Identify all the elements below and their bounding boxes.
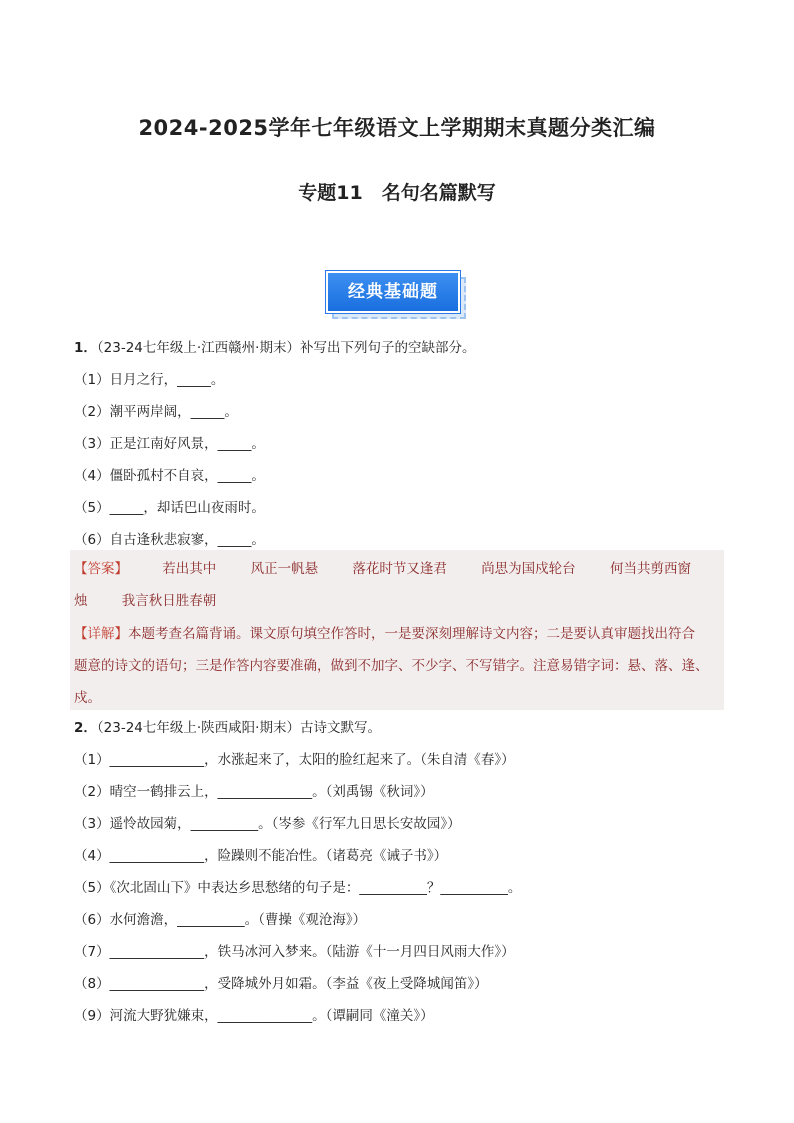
answer-label: 【答案】 [74,561,128,577]
question-1-item: （4）僵卧孤村不自哀，_____。 [74,468,265,484]
answer-panel [70,550,724,710]
answer-item: 何当共剪西窗 [609,561,691,577]
document-title: 2024-2025学年七年级语文上学期期末真题分类汇编 [138,116,656,140]
question-2-item: （5）《次北固山下》中表达乡思愁绪的句子是：__________？__________。 [74,880,522,896]
question-1-stem [74,336,475,356]
question-1-item: （3）正是江南好风景，_____。 [74,436,265,452]
answer-item: 我言秋日胜春朝 [121,593,217,609]
detail-line-1 [74,622,695,642]
section-badge [326,271,468,321]
badge-label: 经典基础题 [326,271,460,313]
answer-item: 若出其中 [162,561,217,577]
question-1-item: （2）潮平两岸阔，_____。 [74,404,238,420]
topic-subtitle: 专题11 名句名篇默写 [298,182,496,204]
question-1-item: （1）日月之行，_____。 [74,372,225,388]
question-2-item: （9）河流大野犹嫌束，______________。（谭嗣同《潼关》） [74,1008,434,1024]
question-2-text: （23-24七年级上·陕西咸阳·期末）古诗文默写。 [96,720,381,736]
question-2-item: （2）晴空一鹤排云上，______________。（刘禹锡《秋词》） [74,784,434,800]
answer-item: 尚思为国戍轮台 [481,561,576,577]
question-1-item: （5）_____，却话巴山夜雨时。 [74,500,265,516]
answer-item: 烛 [74,593,88,609]
detail-line-2: 题意的诗文的语句；三是作答内容要准确，做到不加字、不少字、不写错字。注意易错字词：悬、落、逢、 [74,658,709,674]
question-2-item: （8）______________，受降城外月如霜。（李益《夜上受降城闻笛》） [74,976,488,992]
question-2-item: （1）______________，水涨起来了，太阳的脸红起来了。（朱自清《春》） [74,752,515,768]
answer-item: 风正一帆悬 [250,561,319,577]
question-2-item: （3）遥怜故园菊，__________。（岑参《行军九日思长安故园》） [74,816,461,832]
question-2-number: 2． [74,720,97,736]
question-1-number: 1． [74,340,97,356]
answer-line-1 [74,557,691,577]
question-2-item: （4）______________，险躁则不能冶性。（诸葛亮《诫子书》） [74,848,448,864]
question-2-item: （6）水何澹澹，__________。（曹操《观沧海》） [74,912,367,928]
question-2-item: （7）______________，铁马冰河入梦来。（陆游《十一月四日风雨大作》） [74,944,515,960]
answer-line-2 [74,589,216,609]
question-2-stem [74,716,381,736]
detail-line-3: 戍。 [74,690,101,706]
question-1-text: （23-24七年级上·江西赣州·期末）补写出下列句子的空缺部分。 [96,340,476,356]
detail-text: 本题考查名篇背诵。课文原句填空作答时，一是要深刻理解诗文内容；二是要认真审题找出符合 [128,626,695,642]
answer-item: 落花时节又逢君 [352,561,447,577]
question-1-item: （6）自古逢秋悲寂寥，_____。 [74,532,265,548]
detail-label: 【详解】 [74,626,128,642]
